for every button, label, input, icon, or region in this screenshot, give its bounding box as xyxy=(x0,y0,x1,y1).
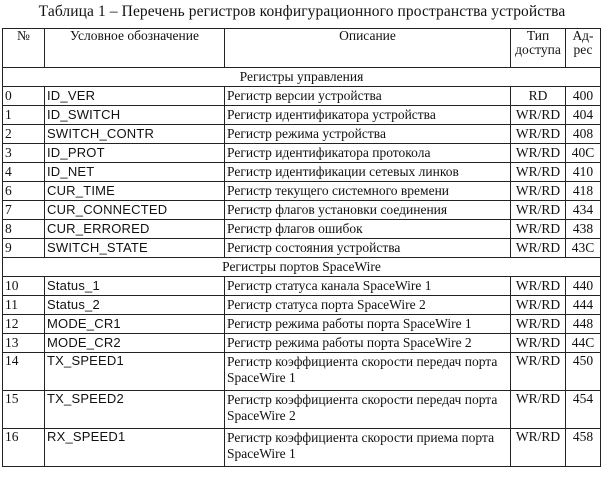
cell-num: 0 xyxy=(3,87,45,106)
cell-num: 10 xyxy=(3,277,45,296)
cell-addr: 434 xyxy=(566,201,601,220)
cell-addr: 40C xyxy=(566,144,601,163)
table-row xyxy=(3,144,601,163)
header-desc: Описание xyxy=(225,29,511,68)
table-row xyxy=(3,277,601,296)
cell-name: ID_SWITCH xyxy=(45,106,225,125)
cell-addr: 454 xyxy=(566,391,601,429)
cell-desc: Регистр идентификатора устройства xyxy=(225,106,511,125)
cell-name: ID_NET xyxy=(45,163,225,182)
cell-type: WR/RD xyxy=(511,163,566,182)
cell-num: 11 xyxy=(3,296,45,315)
cell-addr: 438 xyxy=(566,220,601,239)
cell-addr: 400 xyxy=(566,87,601,106)
cell-addr: 458 xyxy=(566,429,601,467)
cell-num: 2 xyxy=(3,125,45,144)
cell-addr: 448 xyxy=(566,315,601,334)
cell-name: SWITCH_CONTR xyxy=(45,125,225,144)
cell-type: WR/RD xyxy=(511,296,566,315)
table-row xyxy=(3,334,601,353)
cell-desc: Регистр идентификации сетевых линков xyxy=(225,163,511,182)
cell-type: WR/RD xyxy=(511,391,566,429)
cell-type: RD xyxy=(511,87,566,106)
cell-num: 12 xyxy=(3,315,45,334)
table-header-row xyxy=(3,29,601,68)
header-num: № xyxy=(3,29,45,68)
cell-num: 3 xyxy=(3,144,45,163)
cell-addr: 444 xyxy=(566,296,601,315)
cell-desc: Регистр коэффициента скорости передач порта SpaceWire 1 xyxy=(225,353,511,391)
cell-addr: 418 xyxy=(566,182,601,201)
table-row xyxy=(3,353,601,391)
cell-addr: 440 xyxy=(566,277,601,296)
cell-name: Status_2 xyxy=(45,296,225,315)
cell-desc: Регистр режима устройства xyxy=(225,125,511,144)
cell-desc: Регистр статуса канала SpaceWire 1 xyxy=(225,277,511,296)
section-header-row xyxy=(3,258,601,277)
table-row xyxy=(3,391,601,429)
cell-desc: Регистр идентификатора протокола xyxy=(225,144,511,163)
cell-num: 6 xyxy=(3,182,45,201)
cell-desc: Регистр режима работы порта SpaceWire 1 xyxy=(225,315,511,334)
section-title: Регистры портов SpaceWire xyxy=(3,258,601,277)
cell-type: WR/RD xyxy=(511,277,566,296)
cell-name: ID_PROT xyxy=(45,144,225,163)
table-row xyxy=(3,201,601,220)
cell-desc: Регистр флагов установки соединения xyxy=(225,201,511,220)
table-row xyxy=(3,239,601,258)
cell-desc: Регистр коэффициента скорости передач порта SpaceWire 2 xyxy=(225,391,511,429)
cell-desc: Регистр текущего системного времени xyxy=(225,182,511,201)
cell-addr: 408 xyxy=(566,125,601,144)
cell-type: WR/RD xyxy=(511,201,566,220)
table-row xyxy=(3,296,601,315)
cell-name: CUR_CONNECTED xyxy=(45,201,225,220)
cell-desc: Регистр статуса порта SpaceWire 2 xyxy=(225,296,511,315)
cell-desc: Регистр флагов ошибок xyxy=(225,220,511,239)
cell-name: SWITCH_STATE xyxy=(45,239,225,258)
cell-name: CUR_ERRORED xyxy=(45,220,225,239)
cell-addr: 43C xyxy=(566,239,601,258)
cell-type: WR/RD xyxy=(511,353,566,391)
cell-num: 15 xyxy=(3,391,45,429)
cell-type: WR/RD xyxy=(511,220,566,239)
register-table xyxy=(2,28,601,467)
cell-num: 4 xyxy=(3,163,45,182)
cell-addr: 44C xyxy=(566,334,601,353)
table-row xyxy=(3,429,601,467)
cell-addr: 410 xyxy=(566,163,601,182)
cell-type: WR/RD xyxy=(511,315,566,334)
table-row xyxy=(3,106,601,125)
header-addr: Ад-рес xyxy=(566,29,601,68)
cell-name: MODE_CR2 xyxy=(45,334,225,353)
cell-desc: Регистр состояния устройства xyxy=(225,239,511,258)
cell-num: 13 xyxy=(3,334,45,353)
table-row xyxy=(3,315,601,334)
cell-name: MODE_CR1 xyxy=(45,315,225,334)
table-caption: Таблица 1 – Перечень регистров конфигурационного пространства устройства xyxy=(38,3,566,20)
cell-num: 8 xyxy=(3,220,45,239)
cell-addr: 404 xyxy=(566,106,601,125)
cell-num: 7 xyxy=(3,201,45,220)
section-header-row xyxy=(3,68,601,87)
cell-name: Status_1 xyxy=(45,277,225,296)
cell-num: 14 xyxy=(3,353,45,391)
cell-name: TX_SPEED1 xyxy=(45,353,225,391)
cell-type: WR/RD xyxy=(511,125,566,144)
table-row xyxy=(3,182,601,201)
table-row xyxy=(3,220,601,239)
cell-type: WR/RD xyxy=(511,334,566,353)
cell-desc: Регистр коэффициента скорости приема порта SpaceWire 1 xyxy=(225,429,511,467)
header-name: Условное обозначение xyxy=(45,29,225,68)
cell-name: ID_VER xyxy=(45,87,225,106)
cell-type: WR/RD xyxy=(511,429,566,467)
cell-type: WR/RD xyxy=(511,144,566,163)
header-type: Тип доступа xyxy=(511,29,566,68)
cell-num: 1 xyxy=(3,106,45,125)
cell-name: TX_SPEED2 xyxy=(45,391,225,429)
cell-type: WR/RD xyxy=(511,239,566,258)
section-title: Регистры управления xyxy=(3,68,601,87)
cell-addr: 450 xyxy=(566,353,601,391)
table-row xyxy=(3,163,601,182)
cell-desc: Регистр режима работы порта SpaceWire 2 xyxy=(225,334,511,353)
cell-type: WR/RD xyxy=(511,106,566,125)
cell-desc: Регистр версии устройства xyxy=(225,87,511,106)
cell-num: 16 xyxy=(3,429,45,467)
table-row xyxy=(3,87,601,106)
cell-name: RX_SPEED1 xyxy=(45,429,225,467)
cell-type: WR/RD xyxy=(511,182,566,201)
cell-num: 9 xyxy=(3,239,45,258)
table-row xyxy=(3,125,601,144)
cell-name: CUR_TIME xyxy=(45,182,225,201)
table-body xyxy=(3,68,601,467)
